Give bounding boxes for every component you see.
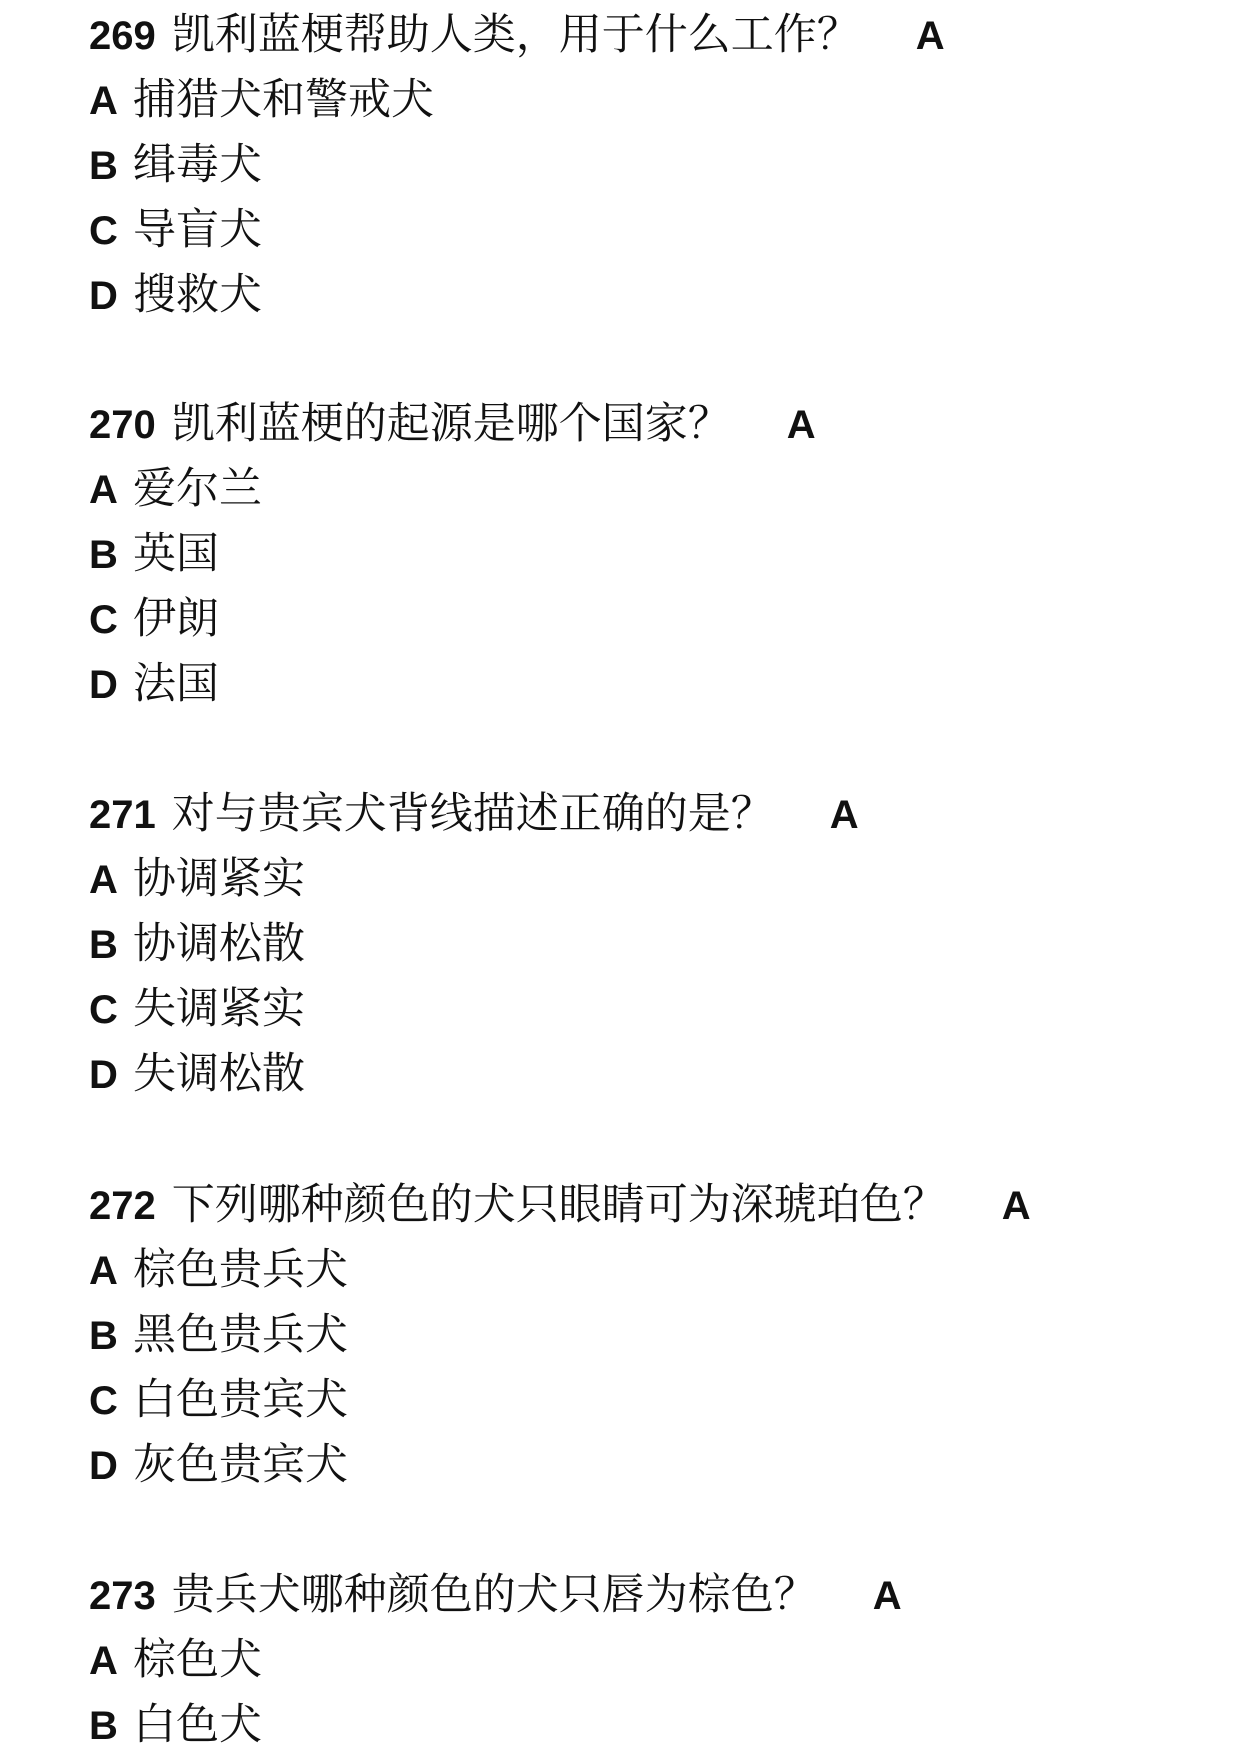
- question-text: 贵兵犬哪种颜色的犬只唇为棕色？: [171, 1570, 817, 1620]
- option-line: [89, 587, 1189, 652]
- option-letter: A: [89, 1249, 118, 1293]
- question-number: 271: [89, 793, 156, 837]
- option-line: [89, 68, 1189, 133]
- question-block: [89, 781, 1189, 1107]
- option-line: [89, 652, 1189, 717]
- option-line: [89, 1303, 1189, 1368]
- option-text: 白色犬: [133, 1700, 262, 1750]
- question-line: [89, 781, 1189, 847]
- option-text: 协调紧实: [133, 854, 305, 904]
- option-line: [89, 522, 1189, 587]
- option-text: 法国: [133, 659, 219, 709]
- option-line: [89, 1693, 1189, 1758]
- question-line: [89, 2, 1189, 68]
- option-letter: B: [89, 533, 118, 577]
- option-letter: C: [89, 988, 118, 1032]
- question-block: [89, 391, 1189, 717]
- question-block: [89, 1562, 1189, 1758]
- question-number: 270: [89, 403, 156, 447]
- option-text: 棕色贵兵犬: [133, 1245, 348, 1295]
- option-line: [89, 912, 1189, 977]
- question-line: [89, 1172, 1189, 1238]
- answer-key: A: [1001, 1184, 1031, 1228]
- option-letter: A: [89, 858, 118, 902]
- option-letter: C: [89, 1379, 118, 1423]
- question-number: 269: [89, 14, 156, 58]
- option-letter: D: [89, 1053, 118, 1097]
- option-text: 爱尔兰: [133, 464, 262, 514]
- option-line: [89, 1238, 1189, 1303]
- question-line: [89, 391, 1189, 457]
- option-line: [89, 1628, 1189, 1693]
- option-letter: B: [89, 923, 118, 967]
- question-block: [89, 1172, 1189, 1498]
- question-text: 下列哪种颜色的犬只眼睛可为深琥珀色？: [171, 1180, 946, 1230]
- question-number: 273: [89, 1574, 156, 1618]
- option-letter: C: [89, 209, 118, 253]
- option-text: 灰色贵宾犬: [133, 1440, 348, 1490]
- option-letter: B: [89, 1314, 118, 1358]
- option-text: 黑色贵兵犬: [133, 1310, 348, 1360]
- option-letter: D: [89, 274, 118, 318]
- option-line: [89, 1433, 1189, 1498]
- option-line: [89, 133, 1189, 198]
- question-number: 272: [89, 1184, 156, 1228]
- option-line: [89, 457, 1189, 522]
- option-text: 失调紧实: [133, 984, 305, 1034]
- option-letter: C: [89, 598, 118, 642]
- option-line: [89, 1042, 1189, 1107]
- answer-key: A: [872, 1574, 902, 1618]
- option-line: [89, 198, 1189, 263]
- option-letter: A: [89, 1639, 118, 1683]
- question-text: 对与贵宾犬背线描述正确的是？: [171, 789, 774, 839]
- question-block: [89, 2, 1189, 328]
- option-text: 白色贵宾犬: [133, 1375, 348, 1425]
- question-text: 凯利蓝梗的起源是哪个国家？: [171, 399, 731, 449]
- answer-key: A: [829, 793, 859, 837]
- option-line: [89, 977, 1189, 1042]
- option-text: 失调松散: [133, 1049, 305, 1099]
- option-text: 棕色犬: [133, 1635, 262, 1685]
- option-letter: A: [89, 468, 118, 512]
- option-letter: B: [89, 1704, 118, 1748]
- option-text: 搜救犬: [133, 270, 262, 320]
- option-text: 捕猎犬和警戒犬: [133, 75, 434, 125]
- option-letter: D: [89, 1444, 118, 1488]
- option-text: 协调松散: [133, 919, 305, 969]
- option-letter: D: [89, 663, 118, 707]
- question-line: [89, 1562, 1189, 1628]
- option-text: 缉毒犬: [133, 140, 262, 190]
- answer-key: A: [786, 403, 816, 447]
- option-line: [89, 847, 1189, 912]
- option-line: [89, 1368, 1189, 1433]
- option-letter: A: [89, 79, 118, 123]
- question-text: 凯利蓝梗帮助人类，用于什么工作？: [171, 10, 860, 60]
- answer-key: A: [915, 14, 945, 58]
- option-text: 英国: [133, 529, 219, 579]
- option-line: [89, 263, 1189, 328]
- option-text: 导盲犬: [133, 205, 262, 255]
- option-text: 伊朗: [133, 594, 219, 644]
- option-letter: B: [89, 144, 118, 188]
